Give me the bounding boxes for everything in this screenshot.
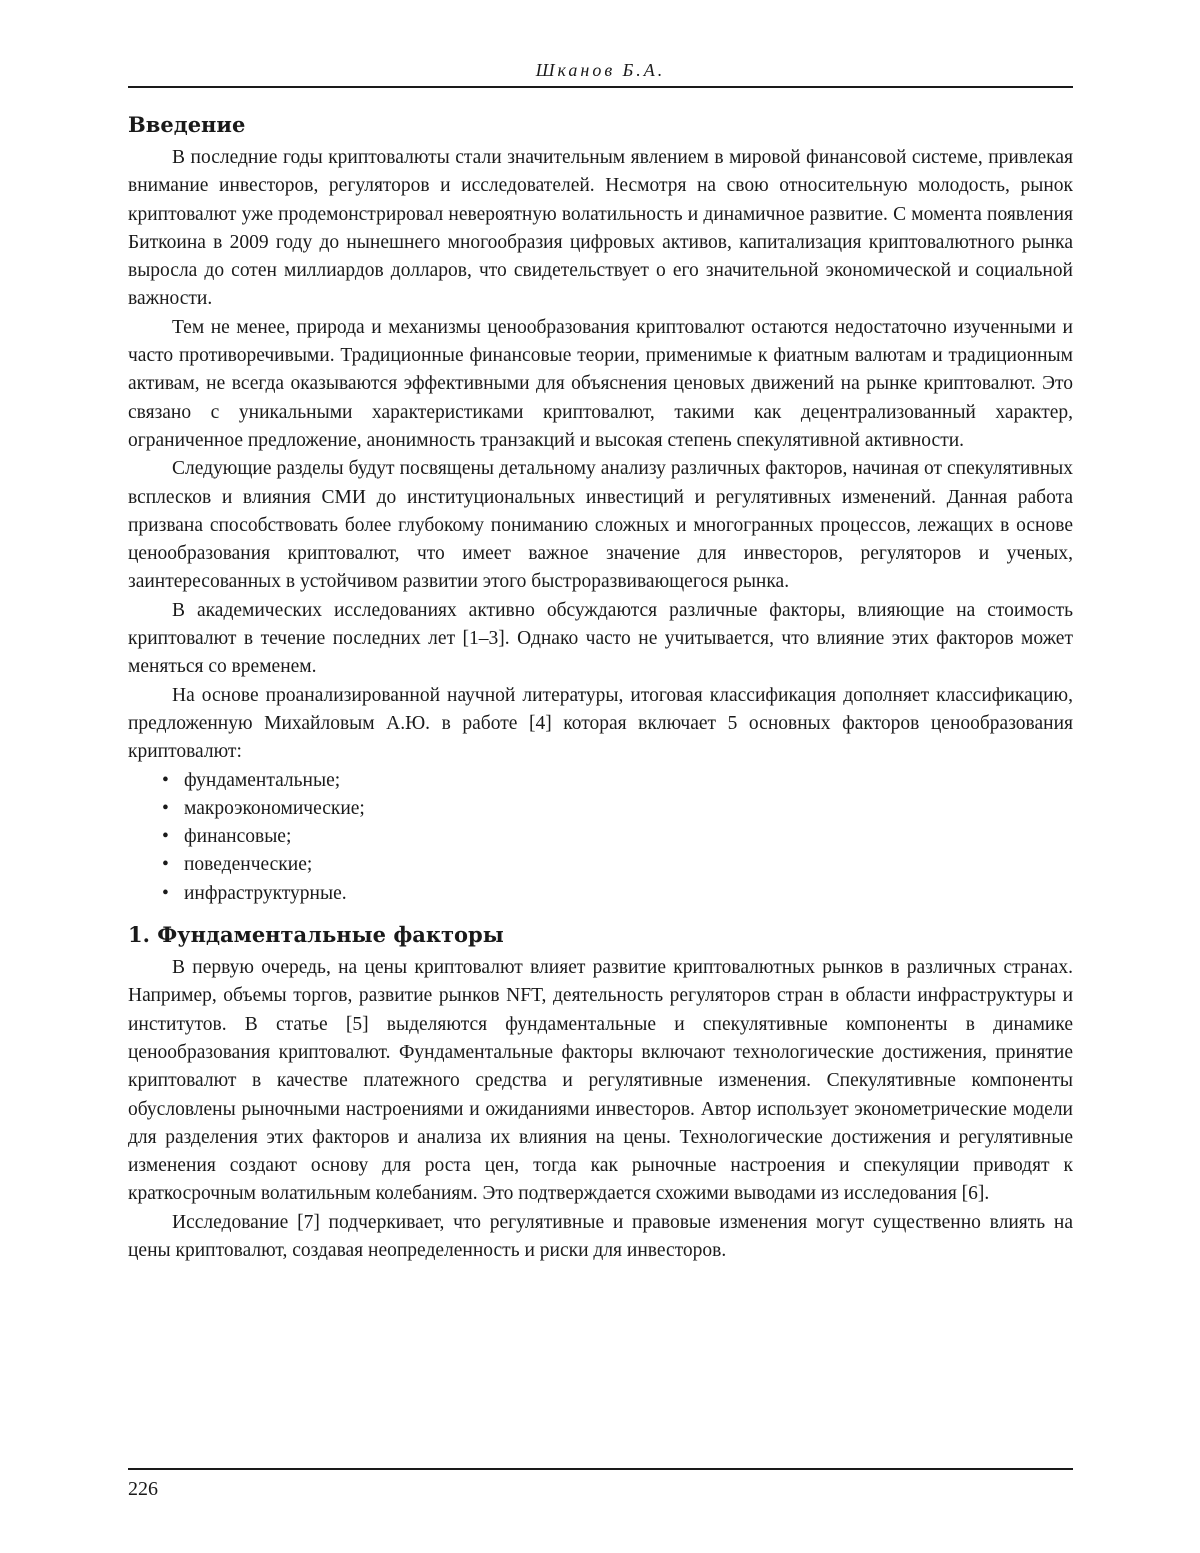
intro-paragraph-3: Следующие разделы будут посвящены детальному анализу различных факторов, начиная от спекулятивных всплесков и влияния СМИ до институциональных инвестиций и регулятивных изменений. Данная работа призвана способствовать более глубокому пониманию сложных и многогранных процессов, лежащих в основе ценообразования криптовалют, что имеет важное значение для инвесторов, регуляторов и ученых, заинтересованных в устойчивом развитии этого быстроразвивающегося рынка.	[128, 458, 1073, 593]
list-item-text: финансовые;	[184, 826, 292, 848]
list-item	[162, 795, 1073, 823]
section-1-heading: 1. Фундаментальные факторы	[128, 922, 504, 948]
header-rule	[128, 86, 1073, 88]
intro-paragraph-5: На основе проанализированной научной литературы, итоговая классификация дополняет классификацию, предложенную Михайловым А.Ю. в работе [4] которая включает 5 основных факторов ценообразования криптовалют:	[128, 684, 1073, 763]
list-item	[162, 851, 1073, 879]
running-head: Шканов Б.А.	[535, 60, 666, 80]
list-item	[162, 880, 1073, 908]
list-item	[162, 823, 1073, 851]
bullet-icon: •	[162, 826, 169, 848]
footer-rule	[128, 1468, 1073, 1470]
factor-list	[128, 767, 1073, 908]
list-item	[162, 767, 1073, 795]
intro-heading: Введение	[128, 112, 246, 137]
intro-paragraph-4: В академических исследованиях активно обсуждаются различные факторы, влияющие на стоимость криптовалют в течение последних лет [1–3]. Однако часто не учитывается, что влияние этих факторов может меняться со временем.	[128, 599, 1073, 678]
article-body	[128, 108, 1073, 1265]
bullet-icon: •	[162, 854, 169, 876]
bullet-icon: •	[162, 882, 169, 904]
document-page	[128, 0, 1073, 1553]
section-1-paragraph-1: В первую очередь, на цены криптовалют влияет развитие криптовалютных рынков в различных странах. Например, объемы торгов, развитие рынков NFT, деятельность регуляторов стран в области инфраструктуры и институтов. В статье [5] выделяются фундаментальные и спекулятивные компоненты в динамике ценообразования криптовалют. Фундаментальные факторы включают технологические достижения, принятие криптовалют в качестве платежного средства и регулятивные изменения. Спекулятивные компоненты обусловлены рыночными настроениями и ожиданиями инвесторов. Автор использует эконометрические модели для разделения этих факторов и анализа их влияния на цены. Технологические достижения и регулятивные изменения создают основу для роста цен, тогда как рыночные настроения и спекуляции приводят к краткосрочным волатильным колебаниям. Это подтверждается схожими выводами из исследования [6].	[128, 957, 1073, 1205]
bullet-icon: •	[162, 769, 169, 791]
list-item-text: поведенческие;	[184, 854, 313, 876]
page-number: 226	[128, 1478, 158, 1500]
list-item-text: фундаментальные;	[184, 769, 341, 791]
intro-paragraph-1: В последние годы криптовалюты стали значительным явлением в мировой финансовой системе, привлекая внимание инвесторов, регуляторов и исследователей. Несмотря на свою относительную молодость, рынок криптовалют уже продемонстрировал невероятную волатильность и динамичное развитие. С момента появления Биткоина в 2009 году до нынешнего многообразия цифровых активов, капитализация криптовалютного рынка выросла до сотен миллиардов долларов, что свидетельствует о его значительной экономической и социальной важности.	[128, 147, 1073, 310]
bullet-icon: •	[162, 797, 169, 819]
section-1-paragraph-2: Исследование [7] подчеркивает, что регулятивные и правовые изменения могут существенно влиять на цены криптовалют, создавая неопределенность и риски для инвесторов.	[128, 1211, 1073, 1261]
list-item-text: макроэкономические;	[184, 797, 365, 819]
intro-paragraph-2: Тем не менее, природа и механизмы ценообразования криптовалют остаются недостаточно изученными и часто противоречивыми. Традиционные финансовые теории, применимые к фиатным валютам и традиционным активам, не всегда оказываются эффективными для объяснения ценовых движений на рынке криптовалют. Это связано с уникальными характеристиками криптовалют, такими как децентрализованный характер, ограниченное предложение, анонимность транзакций и высокая степень спекулятивной активности.	[128, 316, 1073, 451]
list-item-text: инфраструктурные.	[184, 882, 347, 904]
